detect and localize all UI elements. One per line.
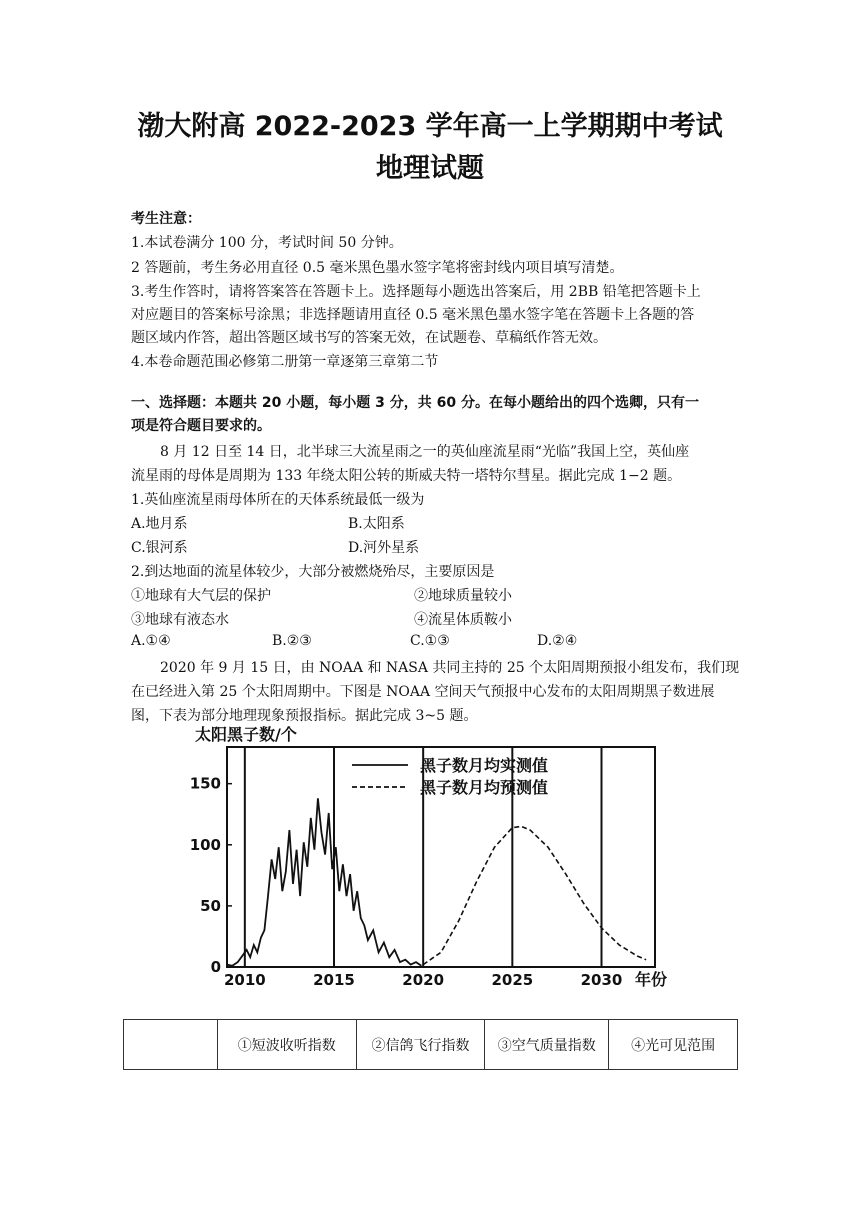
x-tick-label-2010: 2010: [223, 971, 266, 989]
notice-item-2: 2 答题前，考生务必用直径 0.5 毫米黑色墨水签字笔将密封线内项目填写清楚。: [131, 260, 624, 276]
x-axis-label: 年份: [635, 970, 668, 989]
series-line-2: [423, 826, 646, 964]
q2-statement-4: ④流星体质鞍小: [414, 612, 512, 628]
passage-2-cont: 在已经进入第 25 个太阳周期中。下图是 NOAA 空间天气预报中心发布的太阳周期黑子数进展: [131, 684, 715, 700]
question-2-stem: 2.到达地面的流星体较少，大部分被燃烧殆尽，主要原因是: [131, 564, 495, 580]
q2-statement-3: ③地球有液态水: [131, 612, 229, 628]
notice-item-3-cont2: 题区域内作答，超出答题区域书写的答案无效，在试题卷、草稿纸作答无效。: [131, 330, 607, 346]
q1-option-a: A.地月系: [131, 516, 188, 532]
notice-heading: 考生注意：: [131, 211, 201, 227]
notice-item-3-cont: 对应题目的答案标号涂黑；非选择题请用直径 0.5 毫米黑色墨水签字笔在答题卡上各题的答: [131, 307, 695, 323]
x-tick-label-2015: 2015: [313, 971, 355, 989]
y-tick-label-0: 0: [210, 958, 221, 976]
y-tick-label-100: 100: [189, 835, 221, 854]
q2-option-b: B.②③: [272, 633, 312, 649]
y-tick-label-150: 150: [189, 774, 221, 793]
table-cell-air-quality: ③空气质量指数: [485, 1020, 609, 1070]
exam-title: 渤大附高 2022-2023 学年高一上学期期中考试: [137, 111, 723, 142]
series-line-1: [227, 798, 421, 966]
passage-1-cont: 流星雨的母体是周期为 133 年绕太阳公转的斯威夫特一塔特尔彗星。据此完成 1−2 题。: [131, 468, 682, 484]
y-axis-label: 太阳黑子数/个: [195, 725, 297, 744]
q2-option-a: A.①④: [131, 633, 171, 649]
y-tick-label-50: 50: [200, 896, 221, 915]
passage-2-cont2: 图，下表为部分地理现象预报指标。据此完成 3~5 题。: [131, 708, 478, 724]
q2-statement-1: ①地球有大气层的保护: [131, 588, 271, 604]
table-row: [124, 1020, 738, 1070]
passage-2: 2020 年 9 月 15 日，由 NOAA 和 NASA 共同主持的 25 个太阳周期预报小组发布，我们现: [160, 660, 740, 676]
q2-option-d: D.②④: [537, 633, 578, 649]
section-heading: 一、选择题：本题共 20 小题，每小题 3 分，共 60 分。在每小题给出的四个选卿，只有一: [131, 395, 699, 411]
exam-subtitle: 地理试题: [376, 153, 484, 184]
q1-option-d: D.河外星系: [348, 540, 420, 556]
notice-item-1: 1.本试卷满分 100 分，考试时间 50 分钟。: [131, 235, 403, 251]
x-tick-label-2030: 2030: [580, 971, 623, 989]
indicator-table: [123, 1019, 738, 1070]
notice-item-4: 4.本卷命题范围必修第二册第一章逐第三章第二节: [131, 354, 439, 370]
table-cell-blank: [124, 1020, 218, 1070]
q1-option-b: B.太阳系: [348, 516, 405, 532]
table-cell-light: ④光可见范围: [609, 1020, 738, 1070]
q1-option-c: C.银河系: [131, 540, 188, 556]
q2-statement-2: ②地球质量较小: [414, 588, 512, 604]
table-cell-shortwave: ①短波收听指数: [217, 1020, 356, 1070]
x-tick-label-2020: 2020: [402, 971, 445, 989]
notice-item-3: 3.考生作答时，请将答案答在答题卡上。选择题每小题选出答案后，用 2BB 铅笔把答题卡上: [131, 284, 701, 300]
legend-label-2: 黑子数月均预测值: [420, 778, 549, 797]
x-tick-label-2025: 2025: [491, 971, 534, 989]
table-cell-pigeon: ②信鸽飞行指数: [356, 1020, 485, 1070]
passage-1: 8 月 12 日至 14 日，北半球三大流星雨之一的英仙座流星雨“光临”我国上空，英仙座: [160, 444, 690, 460]
section-heading-cont: 项是符合题目要求的。: [131, 418, 271, 434]
question-1-stem: 1.英仙座流星雨母体所在的天体系统最低一级为: [131, 492, 425, 508]
q2-option-c: C.①③: [410, 633, 450, 649]
legend-label-1: 黑子数月均实测值: [420, 756, 549, 775]
